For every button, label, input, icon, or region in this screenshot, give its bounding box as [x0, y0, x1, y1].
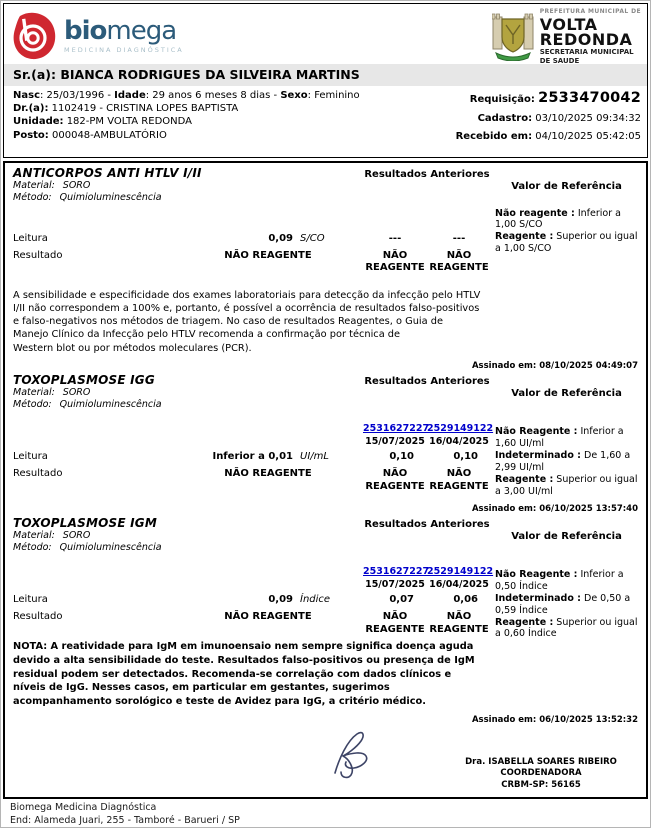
- resultado-value: NÃO REAGENTE: [224, 468, 312, 480]
- signed-at-htlv: Assinado em: 08/10/2025 04:49:07: [471, 360, 638, 371]
- city-name-line2: REDONDA: [539, 30, 633, 49]
- patient-birth-line: Nasc: 25/03/1996 - Idade: 29 anos 6 meses 8 dias - Sexo: Feminino: [13, 90, 360, 101]
- prev2-leitura: 0,10: [453, 451, 478, 463]
- method-line: Método: Quimioluminescência: [13, 399, 162, 411]
- reference-column: [491, 516, 638, 641]
- signer-block: [446, 757, 636, 791]
- resultado-value: NÃO REAGENTE: [224, 611, 312, 623]
- section-toxo-igg: [13, 373, 638, 498]
- leitura-unit: Índice: [300, 594, 331, 606]
- leitura-unit: UI/mL: [300, 451, 329, 463]
- material-line: Material: SORO: [13, 529, 91, 541]
- doctor-line: Dr.(a): 1102419 - CRISTINA LOPES BAPTISTA: [13, 103, 239, 115]
- signature-icon: [329, 729, 391, 781]
- signer-role: COORDENADORA: [500, 768, 582, 779]
- brand-bio: bio: [64, 16, 107, 46]
- htlv-note: A sensibilidade e especificidade dos exames laboratoriais para detecção da infecção pelo HTLV I/II não correspondem a 100% e, portanto, é possível a ocorrência de resultados falso-positivos e falso-negativos nos métodos de triagem. No caso de resultados Reagentes, o Guia de Manejo Clínico da Infecção pelo HTLV recomenda a confirmação por técnica de Western blot ou por métodos moleculares (PCR).: [13, 289, 481, 354]
- received-line: Recebido em: 04/10/2025 05:42:05: [455, 131, 641, 142]
- prefecture-block: [492, 9, 641, 65]
- footer-address: End: Alameda Juari, 255 - Tamboré - Barueri / SP: [10, 814, 240, 826]
- reference-item: Não Reagente : Inferior a 0,50 Índice: [495, 569, 624, 592]
- leitura-unit: S/CO: [300, 232, 325, 244]
- previous-requisition-link[interactable]: 2529149122: [427, 566, 494, 578]
- biomega-drop-icon: [13, 11, 57, 61]
- leitura-row: Leitura Inferior a 0,01 UI/mL 0,10 0,10: [13, 451, 491, 462]
- reference-column: [491, 166, 638, 255]
- method-line: Método: Quimioluminescência: [13, 541, 162, 553]
- previous-requisition-date: 16/04/2025: [429, 436, 489, 448]
- section-title: ANTICORPOS ANTI HTLV I/II: [13, 166, 202, 180]
- prev1-resultado: NÃO REAGENTE: [365, 249, 425, 274]
- resultado-value: NÃO REAGENTE: [224, 249, 312, 261]
- previous-requisition-date: 15/07/2025: [365, 436, 425, 448]
- method-line: Método: Quimioluminescência: [13, 192, 162, 204]
- signature-area: [13, 729, 638, 791]
- department-line2: DE SAUDE: [539, 57, 580, 65]
- leitura-row: Leitura 0,09 S/CO --- ---: [13, 233, 491, 244]
- resultado-row: Resultado NÃO REAGENTE NÃO REAGENTE NÃO REAGENTE: [13, 611, 491, 636]
- signed-at-igm: Assinado em: 06/10/2025 13:52:32: [471, 714, 638, 725]
- leitura-row: Leitura 0,09 Índice 0,07 0,06: [13, 594, 491, 605]
- material-line: Material: SORO: [13, 386, 91, 398]
- request-info: [456, 90, 641, 143]
- footer-company: Biomega Medicina Diagnóstica: [10, 802, 157, 813]
- previous-results-header: Resultados Anteriores: [364, 518, 490, 530]
- igm-nota: NOTA: A reatividade para IgM em imunoensaio nem sempre significa doença aguda devido a alta sensibilidade do teste. Resultados falso-positivos ou presença de IgM residual podem ser detectados. Recomenda-se correlação com dados clínicos e níveis de IgG. Nesses casos, em particular em gestantes, sugerimos acompanhamento sorológico e teste de Avidez para IgG, a critério médico.: [13, 641, 475, 708]
- requisition-line: Requisição: 2533470042: [469, 90, 641, 106]
- brand-mega: mega: [106, 16, 177, 46]
- reference-header: Valor de Referência: [511, 181, 622, 192]
- signer-registry: CRBM-SP: 56165: [501, 779, 581, 790]
- signer-name: Dra. ISABELLA SOARES RIBEIRO: [465, 756, 617, 767]
- previous-requisition-link[interactable]: 2531627227: [363, 423, 430, 435]
- prev2-leitura: ---: [452, 232, 466, 244]
- prev1-leitura: 0,10: [389, 451, 414, 463]
- reference-header: Valor de Referência: [511, 387, 622, 399]
- prev2-leitura: 0,06: [453, 594, 478, 606]
- reference-item: Reagente : Superior ou igual a 1,00 S/CO: [495, 231, 638, 255]
- signed-at-igg: Assinado em: 06/10/2025 13:57:40: [471, 503, 638, 514]
- previous-results-header: Resultados Anteriores: [364, 169, 490, 180]
- results-box: [3, 161, 648, 799]
- prev2-resultado: NÃO REAGENTE: [429, 611, 489, 635]
- previous-requisition-date: 16/04/2025: [429, 579, 489, 591]
- requisition-number: 2533470042: [538, 90, 641, 106]
- section-title: TOXOPLASMOSE IGG: [13, 372, 155, 387]
- department-line1: SECRETARIA MUNICIPAL: [539, 48, 634, 56]
- register-line: Cadastro: 03/10/2025 09:34:32: [477, 113, 641, 124]
- patient-info: [13, 90, 360, 143]
- previous-requisition-link[interactable]: 2531627227: [363, 566, 430, 578]
- leitura-value: 0,09: [268, 232, 293, 244]
- resultado-row: Resultado NÃO REAGENTE NÃO REAGENTE NÃO REAGENTE: [13, 468, 491, 493]
- prev1-resultado: NÃO REAGENTE: [365, 611, 425, 635]
- report-header: [3, 3, 648, 158]
- section-toxo-igm: [13, 516, 638, 709]
- reference-header: Valor de Referência: [511, 530, 622, 542]
- material-line: Material: SORO: [13, 180, 91, 191]
- report-footer: [10, 802, 240, 828]
- prefecture-caption: PREFEITURA MUNICIPAL DE: [539, 8, 641, 15]
- reference-item: Reagente : Superior ou igual a 0,60 Índice: [495, 616, 638, 640]
- biomega-wordmark: [64, 18, 184, 54]
- brand-tagline: MEDICINA DIAGNÓSTICA: [64, 46, 184, 54]
- prev1-leitura: ---: [388, 232, 402, 244]
- volta-redonda-crest-icon: [492, 9, 534, 61]
- reference-column: [491, 373, 638, 498]
- leitura-value: Inferior a 0,01: [212, 451, 293, 463]
- reference-item: Não Reagente : Inferior a 1,60 UI/ml: [495, 426, 624, 450]
- previous-results-header: Resultados Anteriores: [364, 375, 490, 387]
- biomega-logo: [13, 11, 184, 61]
- post-line: Posto: 000048-AMBULATÓRIO: [13, 129, 167, 141]
- previous-requisition-date: 15/07/2025: [365, 579, 425, 591]
- resultado-row: Resultado NÃO REAGENTE NÃO REAGENTE NÃO REAGENTE: [13, 250, 491, 275]
- section-htlv: [13, 166, 638, 355]
- previous-requisition-link[interactable]: 2529149122: [427, 423, 494, 435]
- section-title: TOXOPLASMOSE IGM: [13, 515, 157, 530]
- city-name-line1: VOLTA: [539, 15, 598, 34]
- leitura-value: 0,09: [268, 594, 293, 606]
- reference-item: Indeterminado : De 1,60 a 2,99 UI/ml: [495, 450, 631, 473]
- prev2-resultado: NÃO REAGENTE: [429, 249, 489, 274]
- prev2-resultado: NÃO REAGENTE: [429, 468, 489, 492]
- reference-item: Reagente : Superior ou igual a 3,00 UI/ml: [495, 473, 638, 497]
- prev1-leitura: 0,07: [389, 594, 414, 606]
- unit-line: Unidade: 182-PM VOLTA REDONDA: [13, 116, 192, 128]
- prev1-resultado: NÃO REAGENTE: [365, 468, 425, 492]
- patient-name-banner: Sr.(a): BIANCA RODRIGUES DA SILVEIRA MARTINS: [4, 64, 647, 86]
- reference-item: Não reagente : Inferior a 1,00 S/CO: [495, 207, 621, 231]
- reference-item: Indeterminado : De 0,50 a 0,59 Índice: [495, 592, 631, 616]
